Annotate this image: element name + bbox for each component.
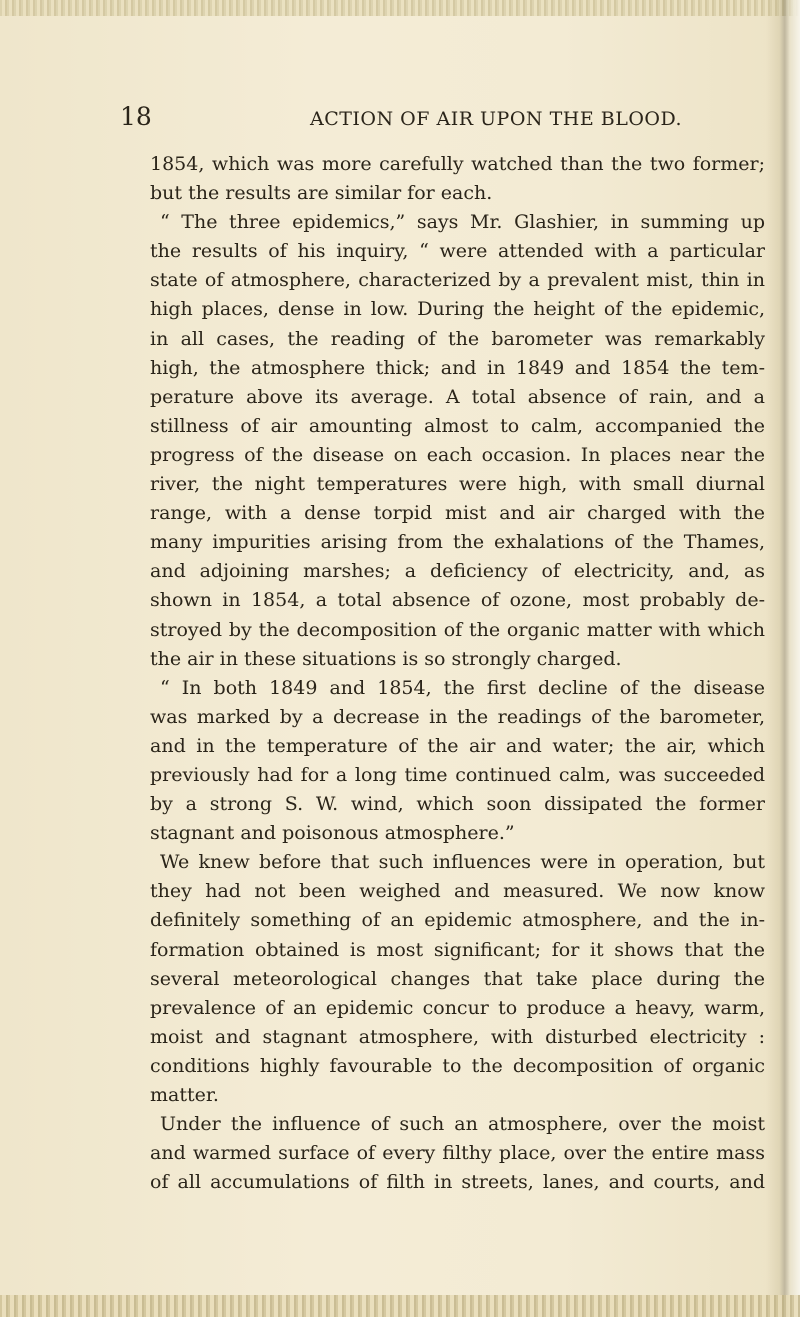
text-line: prevalence of an epidemic concur to produce a heavy, warm, [150,996,765,1019]
page-gutter-shadow [766,0,800,1317]
text-line: and adjoining marshes; a deficiency of electricity, and, as [150,560,765,583]
text-line: in all cases, the reading of the barometer was remarkably [150,327,765,350]
text-line: “ The three epidemics,” says Mr. Glashier, in summing up [160,211,765,234]
text-line: definitely something of an epidemic atmosphere, and the in- [150,909,765,932]
text-line: river, the night temperatures were high, with small diurnal [150,473,765,496]
text-line: moist and stagnant atmosphere, with disturbed electricity : [150,1025,765,1048]
text-line: progress of the disease on each occasion. In places near the [150,443,765,466]
page-header [0,102,800,142]
text-line: matter. [150,1084,219,1106]
text-line: range, with a dense torpid mist and air charged with the [150,502,765,525]
text-line: previously had for a long time continued calm, was succeeded [150,763,765,786]
text-line: conditions highly favourable to the decomposition of organic [150,1054,765,1077]
page-bottom-edge [0,1295,800,1317]
text-line: the air in these situations is so strongly charged. [150,647,622,670]
page-top-edge [0,0,800,16]
body-text [150,150,765,1197]
text-line: perature above its average. A total absence of rain, and a [150,385,765,408]
text-line: and in the temperature of the air and water; the air, which [150,734,765,757]
text-line: of all accumulations of filth in streets, lanes, and courts, and [150,1171,765,1194]
text-line: We knew before that such influences were in operation, but [160,851,765,874]
text-line: the results of his inquiry, “ were attended with a particular [150,240,765,263]
running-head: ACTION OF AIR UPON THE BLOOD. [310,108,683,130]
text-line: stagnant and poisonous atmosphere.” [150,822,515,845]
text-line: state of atmosphere, characterized by a prevalent mist, thin in [150,269,765,292]
text-line: stroyed by the decomposition of the organic matter with which [150,618,765,641]
text-line: shown in 1854, a total absence of ozone, most probably de- [150,589,765,612]
text-line: high, the atmosphere thick; and in 1849 and 1854 the tem- [150,356,765,379]
text-line: 1854, which was more carefully watched than the two former; [150,153,765,175]
text-line: but the results are similar for each. [150,182,493,205]
text-line: Under the influence of such an atmosphere, over the moist [160,1113,765,1136]
text-line: many impurities arising from the exhalations of the Thames, [150,531,765,554]
text-line: they had not been weighed and measured. We now know [150,880,765,903]
text-line: was marked by a decrease in the readings of the barometer, [150,705,765,728]
page-number: 18 [120,102,152,131]
text-line: several meteorological changes that take place during the [150,967,765,990]
text-line: formation obtained is most significant; for it shows that the [150,938,765,961]
text-line: and warmed surface of every filthy place, over the entire mass [150,1142,765,1165]
text-line: by a strong S. W. wind, which soon dissipated the former [150,793,765,816]
text-line: “ In both 1849 and 1854, the first decline of the disease [160,676,765,699]
text-line: stillness of air amounting almost to calm, accompanied the [150,414,765,437]
text-line: high places, dense in low. During the height of the epidemic, [150,298,765,321]
